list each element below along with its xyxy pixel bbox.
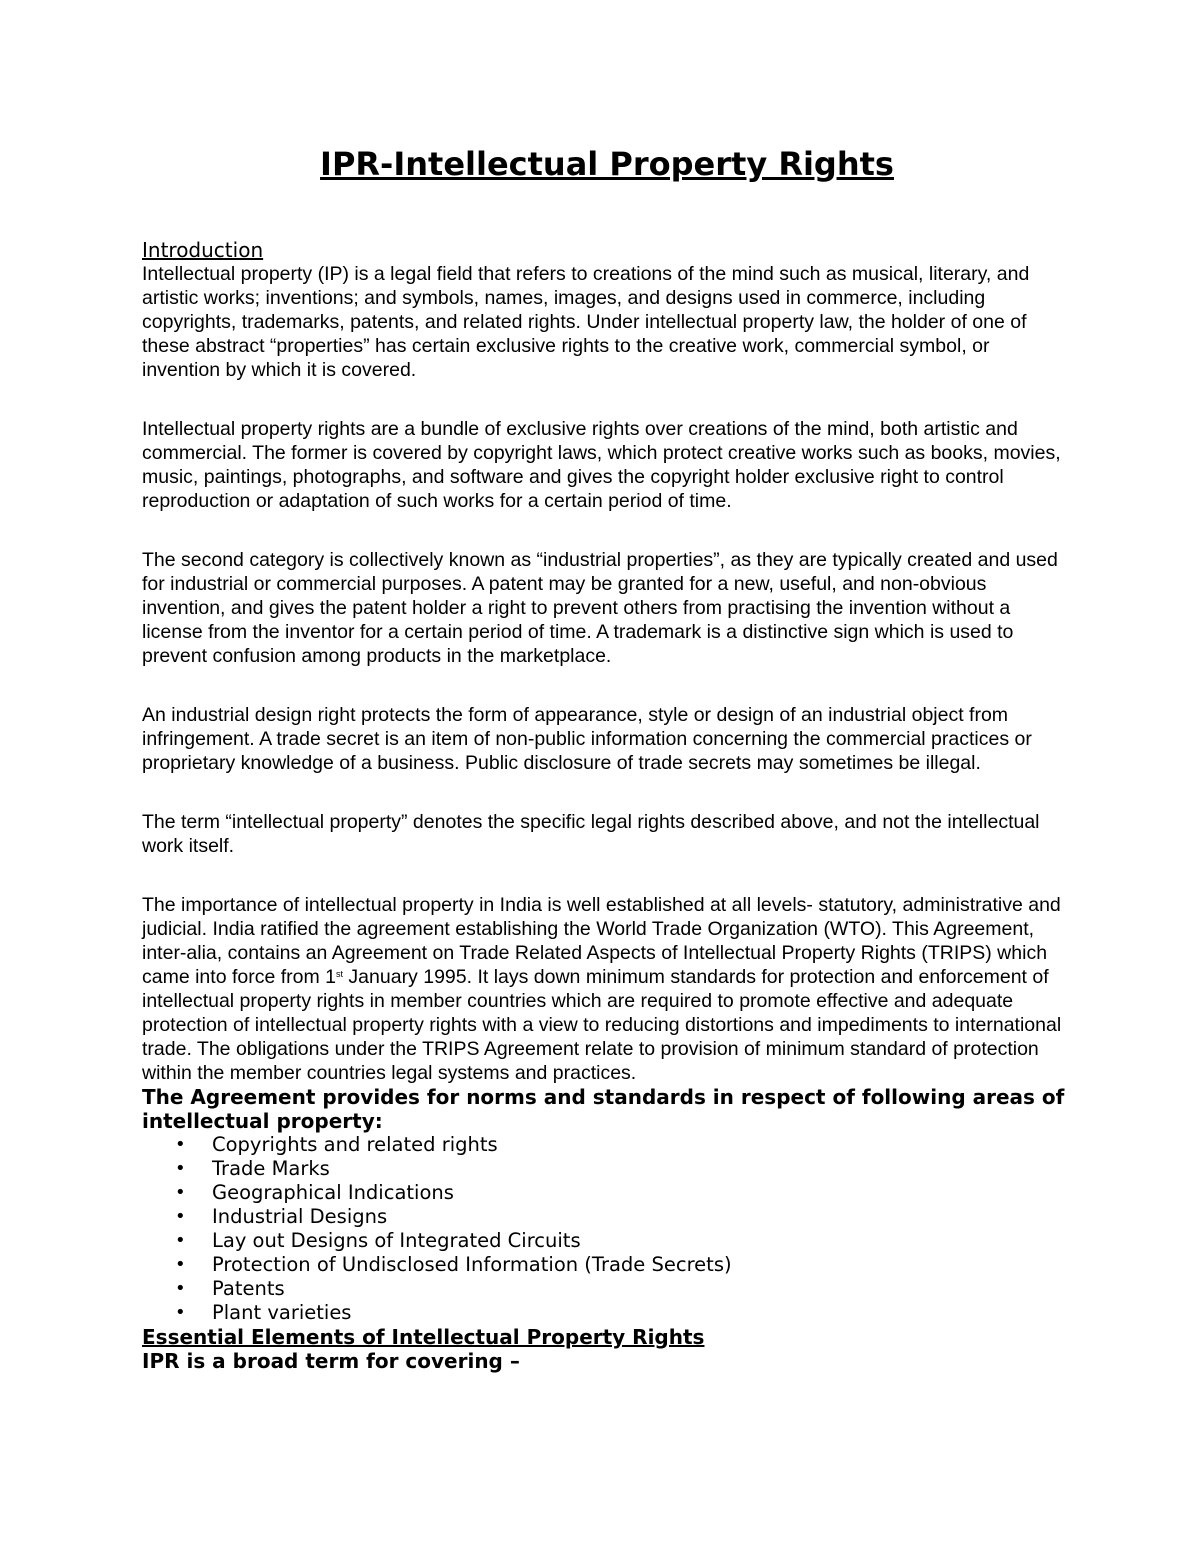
- india-text-part2: January 1995. It lays down minimum standards for protection and enforcement of intellectual property rights in member countries which are required to promote effective and adequate protection of intellectual property rights with a view to reducing distortions and impediments to international trade. The obligations under the TRIPS Agreement relate to provision of minimum standard of protection within the member countries legal systems and practices.: [142, 966, 1062, 1084]
- bullet-icon: •: [175, 1182, 186, 1203]
- paragraph-5: The term “intellectual property” denotes the specific legal rights described above, and not the intellectual work itself.: [142, 811, 1040, 857]
- list-item-text: Protection of Undisclosed Information (Trade Secrets): [212, 1253, 732, 1276]
- list-item-text: Geographical Indications: [212, 1181, 454, 1204]
- list-item: [175, 1181, 1072, 1205]
- bullet-icon: •: [175, 1278, 186, 1299]
- bullet-icon: •: [175, 1206, 186, 1227]
- list-item: [175, 1229, 1072, 1253]
- essential-elements-heading: Essential Elements of Intellectual Property Rights: [142, 1325, 705, 1349]
- list-item: [175, 1133, 1072, 1157]
- list-item-text: Industrial Designs: [212, 1205, 388, 1228]
- bullet-icon: •: [175, 1302, 186, 1323]
- list-item-text: Lay out Designs of Integrated Circuits: [212, 1229, 581, 1252]
- paragraph-2: Intellectual property rights are a bundle of exclusive rights over creations of the mind, both artistic and commercial. The former is covered by copyright laws, which protect creative works such as books, movies, music, paintings, photographs, and software and gives the copyright holder exclusive right to control reproduction or adaptation of such works for a certain period of time.: [142, 418, 1061, 512]
- bullet-icon: •: [175, 1230, 186, 1251]
- bullet-icon: •: [175, 1254, 186, 1275]
- paragraph-india: [142, 893, 1072, 1085]
- introduction-heading: Introduction: [142, 238, 264, 262]
- document-page: [142, 140, 1072, 1373]
- list-item-text: Plant varieties: [212, 1301, 352, 1324]
- bullet-icon: •: [175, 1134, 186, 1155]
- list-item-text: Trade Marks: [212, 1157, 330, 1180]
- list-item: [175, 1253, 1072, 1277]
- list-item: [175, 1205, 1072, 1229]
- paragraph-4: An industrial design right protects the form of appearance, style or design of an industrial object from infringement. A trade secret is an item of non-public information concerning the commercial practices or proprietary knowledge of a business. Public disclosure of trade secrets may sometimes be illegal.: [142, 704, 1032, 774]
- list-item: [175, 1157, 1072, 1181]
- ordinal-superscript: st: [336, 969, 344, 979]
- document-title: IPR-Intellectual Property Rights: [320, 145, 894, 183]
- india-text-part1: The importance of intellectual property in India is well established at all levels- statutory, administrative and judicial. India ratified the agreement establishing the World Trade Organization (WTO). This Agreement, inter-alia, contains an Agreement on Trade Related Aspects of Intellectual Property Rights (TRIPS) which came into force from 1: [142, 894, 1061, 988]
- ipr-broad-term-line: IPR is a broad term for covering –: [142, 1349, 520, 1373]
- paragraph-3: The second category is collectively known as “industrial properties”, as they are typically created and used for industrial or commercial purposes. A patent may be granted for a new, useful, and non-obvious invention, and gives the patent holder a right to prevent others from practising the invention without a license from the inventor for a certain period of time. A trademark is a distinctive sign which is used to prevent confusion among products in the marketplace.: [142, 549, 1058, 667]
- bullet-icon: •: [175, 1158, 186, 1179]
- areas-list: [142, 1133, 1072, 1325]
- list-item-text: Patents: [212, 1277, 285, 1300]
- list-item: [175, 1301, 1072, 1325]
- list-item-text: Copyrights and related rights: [212, 1133, 498, 1156]
- list-item: [175, 1277, 1072, 1301]
- agreement-heading: The Agreement provides for norms and standards in respect of following areas of intellectual property:: [142, 1085, 1065, 1133]
- paragraph-1: Intellectual property (IP) is a legal field that refers to creations of the mind such as musical, literary, and artistic works; inventions; and symbols, names, images, and designs used in commerce, including copyrights, trademarks, patents, and related rights. Under intellectual property law, the holder of one of these abstract “properties” has certain exclusive rights to the creative work, commercial symbol, or invention by which it is covered.: [142, 263, 1030, 381]
